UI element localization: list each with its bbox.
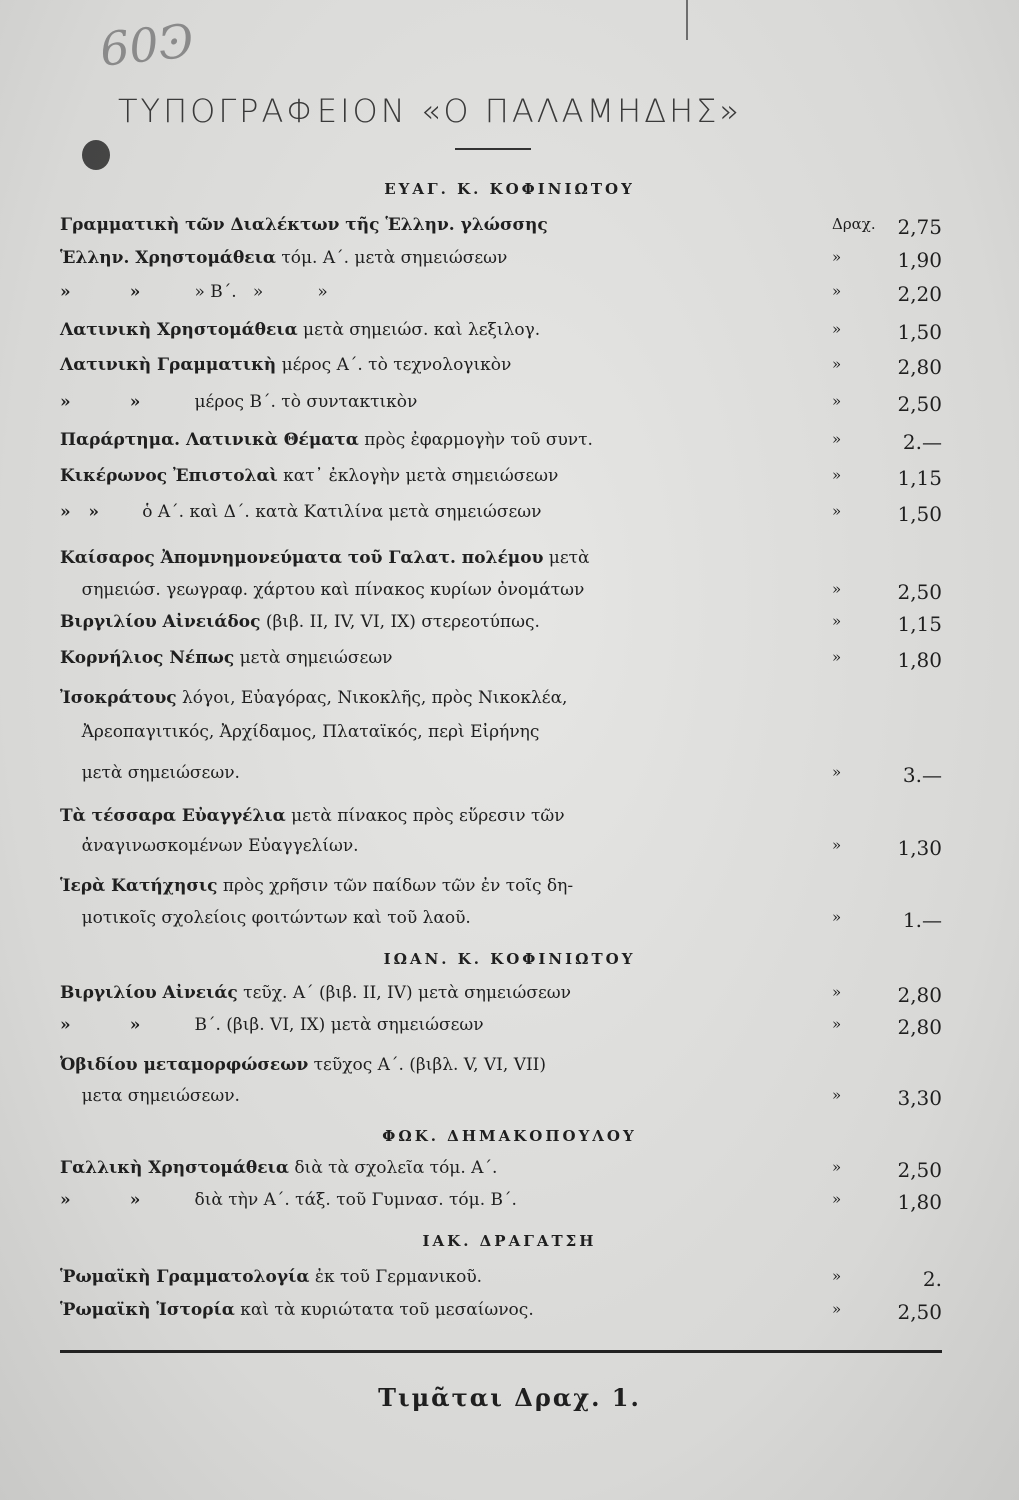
book-price: 2,80 — [897, 1015, 942, 1039]
book-title — [60, 763, 240, 783]
currency-mark: » — [832, 983, 842, 1001]
book-price: 1,80 — [897, 648, 942, 672]
book-title-detail: Β΄. (βιβ. VI, IX) μετὰ σημειώσεων — [140, 1015, 484, 1035]
currency-mark: » — [832, 612, 842, 630]
book-title-detail: κατ᾽ ἐκλογὴν μετὰ σημειώσεων — [277, 466, 559, 486]
currency-mark: » — [832, 836, 842, 854]
book-title — [60, 836, 359, 856]
currency-mark: » — [832, 580, 842, 598]
book-entry — [60, 1267, 950, 1297]
book-title — [60, 648, 393, 668]
book-title-bold: Ἑλλην. Χρηστομάθεια — [60, 248, 276, 268]
book-price: 2. — [922, 1267, 942, 1291]
book-title — [60, 1015, 484, 1035]
book-title — [60, 248, 507, 268]
book-title-bold: Γαλλικὴ Χρηστομάθεια — [60, 1158, 289, 1178]
book-title-bold: Ὀβιδίου μεταμορφώσεων — [60, 1055, 309, 1075]
book-title-bold: Λατινικὴ Χρηστομάθεια — [60, 320, 298, 340]
currency-mark: » — [832, 355, 842, 373]
book-price: 2,80 — [897, 355, 942, 379]
book-title — [60, 392, 417, 412]
book-title — [60, 215, 548, 235]
book-price: 2,50 — [897, 1158, 942, 1182]
book-entry — [60, 722, 950, 752]
pencil-stroke — [686, 0, 688, 40]
book-entry — [60, 1158, 950, 1188]
book-entry — [60, 502, 950, 532]
currency-mark: » — [832, 430, 842, 448]
book-entry — [60, 612, 950, 642]
book-title — [60, 876, 573, 896]
book-title-bold: Καίσαρος Ἀπομνημονεύματα τοῦ Γαλατ. πολέμου — [60, 548, 544, 568]
book-title — [60, 722, 539, 742]
book-price: 2,75 — [897, 215, 942, 239]
book-title-detail: ἀναγινωσκομένων Εὐαγγελίων. — [60, 836, 359, 856]
book-entry — [60, 320, 950, 350]
book-title-bold: Γραμματικὴ τῶν Διαλέκτων τῆς Ἑλλην. γλώσσης — [60, 215, 548, 235]
book-title — [60, 1055, 546, 1075]
book-title-detail: μέρος Β΄. τὸ συντακτικὸν — [140, 392, 418, 412]
book-title-detail: μετα σημειώσεων. — [60, 1086, 240, 1106]
book-entry — [60, 983, 950, 1013]
book-price: 2,50 — [897, 580, 942, 604]
book-title — [60, 983, 571, 1003]
book-title — [60, 502, 541, 522]
book-price: 2,50 — [897, 392, 942, 416]
book-entry — [60, 466, 950, 496]
book-title-detail: τεῦχ. Α΄ (βιβ. II, IV) μετὰ σημειώσεων — [237, 983, 571, 1003]
page-title: ΤΥΠΟΓΡΑΦΕΙΟΝ «Ο ΠΑΛΑΜΗΔΗΣ» — [118, 92, 742, 130]
book-title — [60, 548, 590, 568]
book-price: 3.— — [902, 763, 942, 787]
book-price: 2.— — [902, 430, 942, 454]
book-entry — [60, 688, 950, 718]
ink-smudge — [82, 140, 110, 170]
book-title-bold: » » — [60, 502, 100, 522]
book-title — [60, 806, 565, 826]
currency-mark: » — [832, 763, 842, 781]
book-entry — [60, 355, 950, 385]
book-title-bold: Τὰ τέσσαρα Εὐαγγέλια — [60, 806, 286, 826]
book-title-detail: » Β΄. » » — [140, 282, 328, 302]
book-entry — [60, 1015, 950, 1045]
currency-mark: » — [832, 320, 842, 338]
book-title — [60, 1190, 517, 1210]
book-price: 1,90 — [897, 248, 942, 272]
book-price: 1,80 — [897, 1190, 942, 1214]
currency-mark: » — [832, 908, 842, 926]
book-price: 2,20 — [897, 282, 942, 306]
book-entry — [60, 1086, 950, 1116]
currency-mark: » — [832, 1158, 842, 1176]
author-heading: ΙΑΚ. ΔΡΑΓΑΤΣΗ — [422, 1232, 597, 1250]
book-title-detail: μετὰ — [543, 548, 590, 568]
currency-mark: » — [832, 282, 842, 300]
book-entry — [60, 580, 950, 610]
book-title — [60, 908, 471, 928]
book-title-detail: μετὰ πίνακος πρὸς εὕρεσιν τῶν — [285, 806, 565, 826]
book-title-bold: Βιργιλίου Αἰνειάς — [60, 983, 238, 1003]
currency-mark: » — [832, 248, 842, 266]
book-title-bold: » » — [60, 1015, 141, 1035]
currency-mark: » — [832, 1190, 842, 1208]
currency-mark: » — [832, 1300, 842, 1318]
book-title — [60, 688, 567, 708]
book-entry — [60, 876, 950, 906]
book-title — [60, 430, 593, 450]
book-price: 2,80 — [897, 983, 942, 1007]
title-divider — [455, 148, 531, 150]
book-title-detail: καὶ τὰ κυριώτατα τοῦ μεσαίωνος. — [234, 1300, 534, 1320]
price-footer: Τιμᾶται Δραχ. 1. — [378, 1383, 641, 1412]
currency-mark: » — [832, 392, 842, 410]
book-title-bold: Βιργιλίου Αἰνειάδος — [60, 612, 261, 632]
book-title-bold: Ῥωμαϊκὴ Ἱστορία — [60, 1300, 235, 1320]
book-title-detail: διὰ τὰ σχολεῖα τόμ. Α΄. — [288, 1158, 498, 1178]
book-title-bold: Παράρτημα. Λατινικὰ Θέματα — [60, 430, 359, 450]
author-heading: ΦΩΚ. ΔΗΜΑΚΟΠΟΥΛΟΥ — [382, 1127, 637, 1145]
book-title — [60, 612, 540, 632]
book-title-detail: μέρος Α΄. τὸ τεχνολογικὸν — [276, 355, 512, 375]
book-entry — [60, 215, 950, 245]
currency-mark: Δραχ. — [832, 215, 876, 233]
book-title-bold: Ἰσοκράτους — [60, 688, 177, 708]
book-title-detail: πρὸς ἐφαρμογὴν τοῦ συντ. — [358, 430, 593, 450]
currency-mark: » — [832, 1015, 842, 1033]
book-entry — [60, 806, 950, 836]
book-title — [60, 1300, 534, 1320]
book-title-detail: (βιβ. ΙΙ, IV, VI, IX) στερεοτύπως. — [260, 612, 540, 632]
book-price: 1,50 — [897, 502, 942, 526]
book-title-detail: τεῦχος Α΄. (βιβλ. V, VI, VII) — [308, 1055, 547, 1075]
book-entry — [60, 392, 950, 422]
book-title-bold: » » — [60, 392, 141, 412]
book-entry — [60, 548, 950, 578]
book-title-bold: Κορνήλιος Νέπως — [60, 648, 235, 668]
bottom-divider — [60, 1350, 942, 1353]
book-entry — [60, 282, 950, 312]
book-title — [60, 1086, 240, 1106]
book-title-bold: » » — [60, 1190, 141, 1210]
book-title — [60, 355, 511, 375]
book-price: 1,15 — [897, 466, 942, 490]
book-title-detail: μετὰ σημειώσ. καὶ λεξιλογ. — [297, 320, 541, 340]
book-price: 1,15 — [897, 612, 942, 636]
book-entry — [60, 908, 950, 938]
book-price: 3,30 — [897, 1086, 942, 1110]
book-title-detail: λόγοι, Εὐαγόρας, Νικοκλῆς, πρὸς Νικοκλέα, — [176, 688, 568, 708]
book-title-bold: Ῥωμαϊκὴ Γραμματολογία — [60, 1267, 310, 1287]
currency-mark: » — [832, 648, 842, 666]
book-title-detail: διὰ τὴν Α΄. τάξ. τοῦ Γυμνασ. τόμ. Β΄. — [140, 1190, 517, 1210]
book-title-detail: ἐκ τοῦ Γερμανικοῦ. — [309, 1267, 483, 1287]
book-title-bold: » » — [60, 282, 141, 302]
book-title-detail: τόμ. Α΄. μετὰ σημειώσεων — [275, 248, 508, 268]
book-entry — [60, 763, 950, 793]
book-title-detail: πρὸς χρῆσιν τῶν παίδων τῶν ἐν τοῖς δη- — [217, 876, 574, 896]
author-heading: ΕΥΑΓ. Κ. ΚΟΦΙΝΙΩΤΟΥ — [384, 180, 635, 198]
book-title-detail: μοτικοῖς σχολείοις φοιτώντων καὶ τοῦ λαοῦ. — [60, 908, 471, 928]
book-entry — [60, 430, 950, 460]
currency-mark: » — [832, 502, 842, 520]
book-title — [60, 466, 558, 486]
book-entry — [60, 1300, 950, 1330]
book-title-detail: μετὰ σημειώσεων — [234, 648, 393, 668]
book-price: 2,50 — [897, 1300, 942, 1324]
book-title-bold: Κικέρωνος Ἐπιστολαὶ — [60, 466, 278, 486]
book-title-detail: Ἀρεοπαγιτικός, Ἀρχίδαμος, Πλαταϊκός, περὶ Εἰρήνης — [60, 722, 540, 742]
book-price: 1.— — [902, 908, 942, 932]
author-heading: ΙΩΑΝ. Κ. ΚΟΦΙΝΙΩΤΟΥ — [383, 950, 636, 968]
book-title — [60, 320, 540, 340]
book-title — [60, 1158, 497, 1178]
book-title-detail: μετὰ σημειώσεων. — [60, 763, 240, 783]
book-entry — [60, 1055, 950, 1085]
book-title — [60, 282, 328, 302]
handwritten-note: 60Ͽ — [97, 13, 197, 77]
book-entry — [60, 836, 950, 866]
book-title — [60, 1267, 482, 1287]
book-price: 1,30 — [897, 836, 942, 860]
currency-mark: » — [832, 466, 842, 484]
book-entry — [60, 648, 950, 678]
book-title-detail: ὁ Α΄. καὶ Δ΄. κατὰ Κατιλίνα μετὰ σημειώσεων — [99, 502, 542, 522]
currency-mark: » — [832, 1086, 842, 1104]
book-title — [60, 580, 584, 600]
book-title-detail: σημειώσ. γεωγραφ. χάρτου καὶ πίνακος κυρίων ὀνομάτων — [60, 580, 585, 600]
book-entry — [60, 248, 950, 278]
book-entry — [60, 1190, 950, 1220]
currency-mark: » — [832, 1267, 842, 1285]
book-title-bold: Ἱερὰ Κατήχησις — [60, 876, 218, 896]
book-price: 1,50 — [897, 320, 942, 344]
book-title-bold: Λατινικὴ Γραμματικὴ — [60, 355, 277, 375]
